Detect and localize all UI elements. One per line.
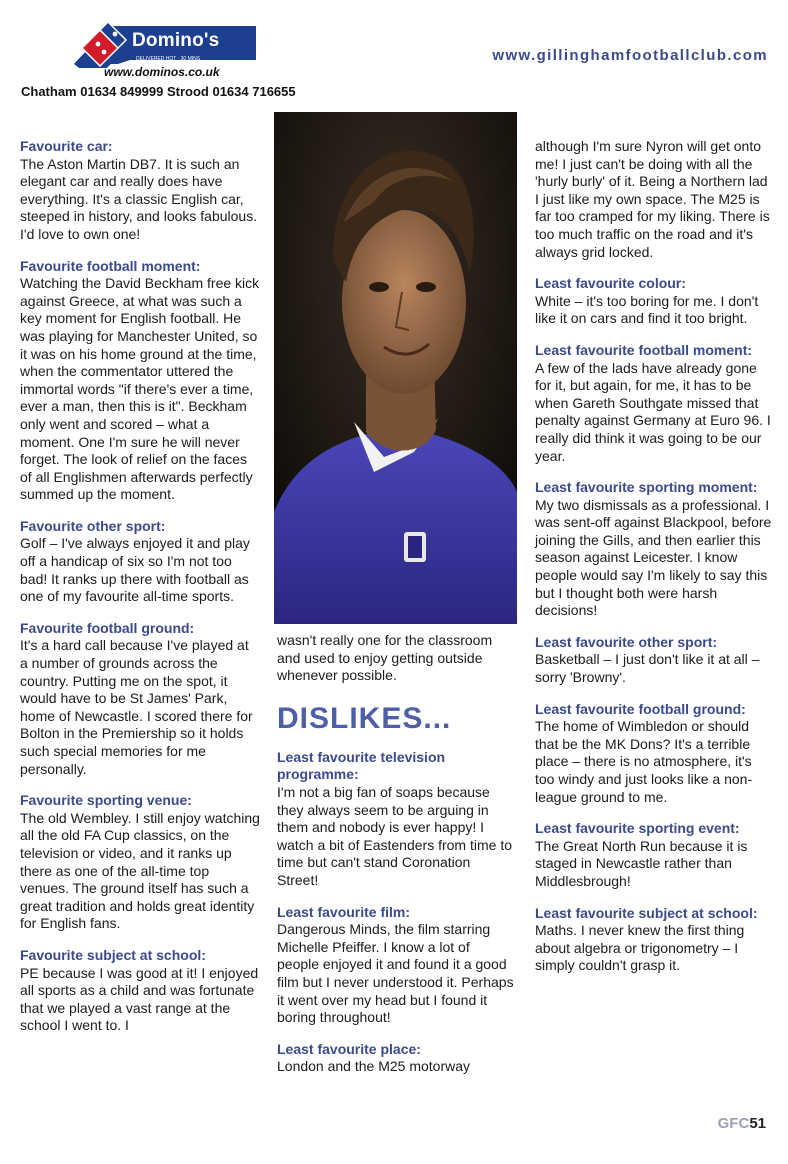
section-body: The home of Wimbledon or should that be the MK Dons? It's a terrible place – there is no atmosphere, it's too windy and just looks like a non-league ground to me.	[535, 718, 753, 805]
section-least-favourite-film	[277, 904, 515, 1027]
section-body: White – it's too boring for me. I don't like it on cars and find it too bright.	[535, 292, 759, 327]
section-heading: Favourite football ground:	[20, 619, 195, 636]
section-least-favourite-colour	[535, 275, 775, 328]
section-body: It's a hard call because I've played at a number of grounds across the country. Putting me on the spot, it would have to be St James' Park, home of Newcastle. I scored there for Bolton in the Premiership so it holds such special memories for me personally.	[20, 637, 253, 777]
section-body: I'm not a big fan of soaps because they always seem to be arguing in them and nobody is ever happy! I watch a bit of Eastenders from time to time but can't stand Coronation Street!	[277, 783, 512, 888]
section-least-favourite-place	[277, 1041, 515, 1076]
section-body: London and the M25 motorway	[277, 1058, 471, 1075]
player-photo	[274, 112, 517, 624]
section-least-favourite-sporting-moment	[535, 479, 775, 620]
section-favourite-other-sport	[20, 518, 260, 606]
section-least-favourite-other-sport	[535, 634, 775, 687]
section-heading: Least favourite football moment:	[535, 341, 753, 358]
section-body: Watching the David Beckham free kick against Greece, at what was such a key moment for English football. He was playing for Manchester United, so it was on his home ground at the time, when the commentator uttered the immortal words "if there's ever a time, ever a man, then this is it". Beckham only went and scored – what a moment. One I'm sure he will never forget. The look of relief on the faces of all Englishmen afterwards perfectly summed up the moment.	[20, 275, 260, 503]
section-body: My two dismissals as a professional. I was sent-off against Blackpool, before joining the Gills, and then earlier this season against Leicester. I know people would say I'm likely to say this but I thought both were harsh decisions!	[535, 496, 772, 619]
brand-tagline: DELIVERED HOT · 30 MINS	[136, 56, 201, 62]
section-least-favourite-tv	[277, 749, 515, 890]
section-heading: Least favourite sporting event:	[535, 820, 740, 837]
player-photo-icon	[274, 112, 517, 624]
section-body: PE because I was good at it! I enjoyed all sports as a child and was fortunate that we played a vast range at the school I went to. I	[20, 964, 259, 1034]
dislikes-title: DISLIKES...	[277, 701, 452, 735]
section-heading: Least favourite colour:	[535, 275, 686, 292]
section-least-favourite-subject	[535, 905, 775, 975]
section-body: The Aston Martin DB7. It is such an elegant car and really does have everything. It's a classic English car, steeped in history, and looks fabulous. I'd love to own one!	[20, 155, 258, 242]
section-favourite-subject	[20, 947, 260, 1035]
section-body: Dangerous Minds, the film starring Michelle Pfeiffer. I know a lot of people enjoyed it and found it a good film but I never understood it. Perhaps it went over my head but I found it boring throughout!	[277, 921, 514, 1026]
section-heading: Least favourite sporting moment:	[535, 479, 758, 496]
section-heading: Favourite football moment:	[20, 257, 201, 274]
section-body: The Great North Run because it is staged in Newcastle rather than Middlesbrough!	[535, 837, 748, 889]
phone-numbers: Chatham 01634 849999 Strood 01634 716655	[21, 84, 296, 99]
section-heading: Favourite subject at school:	[20, 946, 206, 963]
section-favourite-football-moment	[20, 258, 260, 504]
likes-column	[20, 138, 260, 1049]
section-least-favourite-football-ground	[535, 701, 775, 807]
section-heading: Least favourite subject at school:	[535, 904, 758, 921]
page-number-value: 51	[749, 1115, 766, 1132]
section-heading: Favourite other sport:	[20, 517, 166, 534]
section-body: Golf – I've always enjoyed it and play off a handicap of six so I'm not too bad! It ranks up there with football as one of my favourite all-time sports.	[20, 535, 250, 605]
page-header	[0, 0, 788, 110]
section-body: A few of the lads have already gone for it, but again, for me, it has to be when Gareth Southgate missed that penalty against Germany at Euro 96. I really did think it was going to be our year.	[535, 359, 771, 464]
section-body: Basketball – I just don't like it at all – sorry 'Browny'.	[535, 651, 760, 686]
page-number	[718, 1115, 766, 1132]
section-favourite-car	[20, 138, 260, 244]
section-body: The old Wembley. I still enjoy watching all the old FA Cup classics, on the television or video, and it ranks up there as one of the all-time top venues. The ground itself has such a great tradition and holds great identity for English fans.	[20, 809, 260, 932]
section-heading: Least favourite film:	[277, 903, 411, 920]
section-heading: Least favourite other sport:	[535, 633, 718, 650]
section-heading: Least favourite place:	[277, 1040, 421, 1057]
dominos-logo	[70, 20, 260, 68]
section-least-favourite-sporting-event	[535, 820, 775, 890]
brand-name: Domino's	[132, 30, 220, 51]
section-heading: Favourite sporting venue:	[20, 792, 192, 809]
continued-text: wasn't really one for the classroom and used to enjoy getting outside whenever possible.	[277, 632, 493, 684]
dominos-url[interactable]: www.dominos.co.uk	[104, 65, 220, 79]
section-heading: Least favourite football ground:	[535, 700, 746, 717]
dislikes-column-right	[535, 138, 775, 989]
section-favourite-sporting-venue	[20, 792, 260, 933]
section-heading: Least favourite television programme:	[277, 748, 446, 783]
section-heading: Favourite car:	[20, 138, 113, 154]
page-prefix: GFC	[717, 1115, 750, 1132]
section-least-favourite-football-moment	[535, 342, 775, 465]
section-favourite-football-ground	[20, 620, 260, 778]
continued-text: although I'm sure Nyron will get onto me! I just can't be doing with all the 'hurly burly' of it. Being a Northern lad I just like my own space. The M25 is far too cramped for my liking. There is too much traffic on the road and it's always grid locked.	[535, 138, 770, 260]
dislikes-column	[277, 632, 515, 1090]
club-website-url[interactable]: www.gillinghamfootballclub.com	[492, 47, 768, 64]
section-body: Maths. I never knew the first thing about algebra or trigonometry – I simply couldn't grasp it.	[535, 922, 745, 974]
